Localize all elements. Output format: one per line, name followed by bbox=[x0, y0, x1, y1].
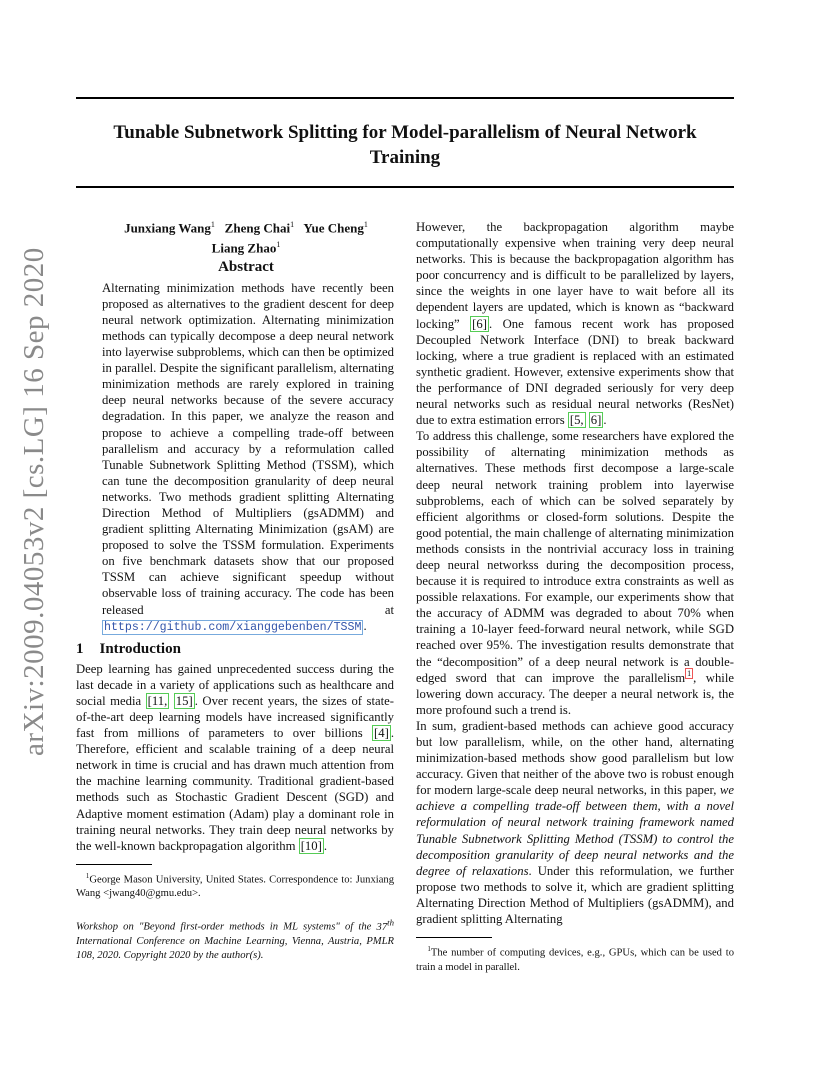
footnote-mark: 1 bbox=[427, 945, 431, 954]
text-run: In sum, gradient-based methods can achieve good accuracy but low parallelism, while, on the other hand, alternating minimization-based methods show good parallelism but low accuracy. Given that neither of the above two is robust enough for modern large-scale deep neural networks, in this paper, bbox=[416, 718, 734, 798]
citation-link[interactable]: 6] bbox=[590, 413, 602, 428]
title-rule-top bbox=[76, 97, 734, 99]
footnote-text: The number of computing devices, e.g., GPUs, which can be used to train a model in parallel. bbox=[416, 947, 735, 973]
text-run: Deep learning has gained unprecedented success during the last decade in a variety of applications such as healthcare and social media bbox=[76, 661, 394, 708]
footnote-rule bbox=[416, 937, 492, 938]
right-column bbox=[416, 219, 734, 975]
section-title: Introduction bbox=[99, 640, 181, 657]
text-run: . Under this reformulation, we further propose two methods to solve it, which are gradient splitting Alternating Direction Method of Multipliers (gsADMM), and gradient splitting Alternating bbox=[416, 863, 734, 927]
intro-paragraph bbox=[76, 661, 394, 854]
title-line-2: Training bbox=[369, 147, 441, 168]
footnote-rule bbox=[76, 864, 152, 865]
section-number: 1 bbox=[76, 640, 84, 657]
code-link[interactable]: https://github.com/xianggebenben/TSSM bbox=[104, 620, 362, 634]
title-rule-bottom bbox=[76, 186, 734, 188]
arxiv-stamp: arXiv:2009.04053v2 [cs.LG] 16 Sep 2020 bbox=[18, 247, 50, 756]
workshop-note bbox=[76, 915, 394, 963]
affiliation-footnote bbox=[76, 869, 394, 902]
author-list bbox=[98, 216, 394, 257]
text-run: . bbox=[603, 413, 607, 428]
text-run: . Over recent years, the sizes of state-of-the-art deep learning models have increased significantly fast from millions of parameters to over billions bbox=[76, 693, 395, 741]
author-name: Yue Cheng bbox=[303, 220, 364, 236]
abstract-body: Alternating minimization methods have recently been proposed as alternatives to the gradient descent for deep neural network optimization. Alternating minimization methods can typically decompose a deep neural network into layerwise subproblems, which can then be optimized in parallel. Despite the significant parallelism, alternating minimization methods are rarely explored in training deep neural networks because of the severe accuracy degradation. In this paper, we analyze the reason and propose to achieve a compelling trade-off between parallelism and accuracy by a reformulation called Tunable Subnetwork Splitting Method (TSSM), which can tune the decomposition granularity of deep neural networks. Two methods gradient splitting Alternating Direction Method of Multipliers (gsADMM) and gradient splitting Alternating Minimization (gsAM) are proposed to solve the TSSM formulation. Experiments on five benchmark datasets show that our proposed TSSM can achieve significant speedup without observable loss of training accuracy. The code has been released at bbox=[102, 280, 394, 617]
affiliation-mark: 1 bbox=[210, 220, 215, 229]
body-paragraph bbox=[416, 219, 734, 428]
footnote-mark: 1 bbox=[85, 871, 90, 880]
text-run: , while lowering down accuracy. The deeper a neural network is, the more profound such a trend is. bbox=[416, 670, 734, 717]
citation-link[interactable]: [10] bbox=[300, 838, 322, 853]
abstract-end: . bbox=[363, 618, 367, 633]
body-paragraph bbox=[416, 718, 734, 927]
text-run: To address this challenge, some researchers have explored the possibility of alternating minimization methods as alternatives. These methods first decompose a large-scale deep neural network training problem into layerwise subproblems, each of which can be solved separately by efficient algorithms or closed-form solutions. Despite the good potential, the main challenge of alternating minimization methods consists in the nontrivial accuracy loss in training deep neural networkss during the decomposition process, because it is required to introduce extra constraints as well as possible relaxations. For example, our experiments show that the accuracy of ADMM was degraded to about 70% when training a 10-layer feed-forward neural network, while SGD reached over 95%. The investigation results demonstrate that the “decomposition” of a deep neural network is a double-edged sword that can improve the parallelism bbox=[416, 429, 734, 685]
text-run: However, the backpropagation algorithm maybe computationally expensive when training very deep neural networks. This is because the backpropagation algorithm has poor concurrency and is difficult to be parallelized by layers, since the weights in one layer have to wait before all its dependent layers are updated, which is known as “backward locking” bbox=[416, 220, 734, 331]
text-run: . Therefore, efficient and scalable training of a deep neural network in time is crucial and has drawn much attention from the machine learning community. Traditional gradient-based methods such as Stochastic Gradient Descent (SGD) and Adaptive moment estimation (Adam) play a dominant role in training neural networks. They train deep neural networks by the well-known backpropagation algorithm bbox=[76, 726, 394, 853]
abstract-heading: Abstract bbox=[218, 258, 274, 275]
workshop-ordinal: 37 bbox=[376, 921, 388, 933]
footnote-link[interactable]: 1 bbox=[687, 669, 692, 679]
devices-footnote bbox=[416, 942, 734, 975]
emphasized-text: we achieve a compelling trade-off between them, with a novel reformulation of neural network training framework named Tunable Subnetwork Splitting Method (TSSM) to control the decomposition granularity of deep neural networks and the degree of relaxations bbox=[416, 783, 734, 878]
left-column bbox=[76, 216, 394, 974]
affiliation-mark: 1 bbox=[363, 220, 368, 229]
citation-link[interactable]: [6] bbox=[472, 316, 487, 331]
section-heading-introduction bbox=[76, 640, 394, 658]
author-name: Liang Zhao bbox=[211, 240, 277, 256]
text-run: . One famous recent work has proposed Decoupled Network Interface (DNI) to break backward locking, where a true gradient is replaced with an estimated synthetic gradient. However, extensive experiments show that the performance of DNI degraded seriously for very deep neural networks such as residual neural networks (ResNet) due to extra estimation errors bbox=[416, 316, 734, 428]
paper-title bbox=[80, 120, 730, 170]
author-name: Junxiang Wang bbox=[124, 220, 211, 236]
author-name: Zheng Chai bbox=[224, 220, 291, 236]
citation-link[interactable]: [11, bbox=[147, 693, 168, 708]
text-run: . bbox=[323, 838, 327, 853]
citation-link[interactable]: [5, bbox=[569, 413, 584, 428]
title-line-1: Tunable Subnetwork Splitting for Model-parallelism of Neural Network bbox=[113, 122, 697, 143]
workshop-details: International Conference on Machine Learning, Vienna, Austria, PMLR 108, 2020. Copyright 2020 by the author(s). bbox=[76, 935, 394, 961]
body-paragraph bbox=[416, 428, 734, 718]
citation-link[interactable]: [4] bbox=[374, 726, 389, 741]
citation-link[interactable]: 15] bbox=[175, 693, 193, 708]
footnote-text: George Mason University, United States. Correspondence to: Junxiang Wang <jwang40@gmu.edu>. bbox=[76, 874, 394, 900]
affiliation-mark: 1 bbox=[290, 220, 295, 229]
workshop-name: Workshop on "Beyond first-order methods in ML systems" of the bbox=[76, 921, 377, 933]
abstract-text bbox=[102, 280, 394, 636]
affiliation-mark: 1 bbox=[276, 240, 281, 250]
ordinal-suffix: th bbox=[387, 917, 394, 928]
